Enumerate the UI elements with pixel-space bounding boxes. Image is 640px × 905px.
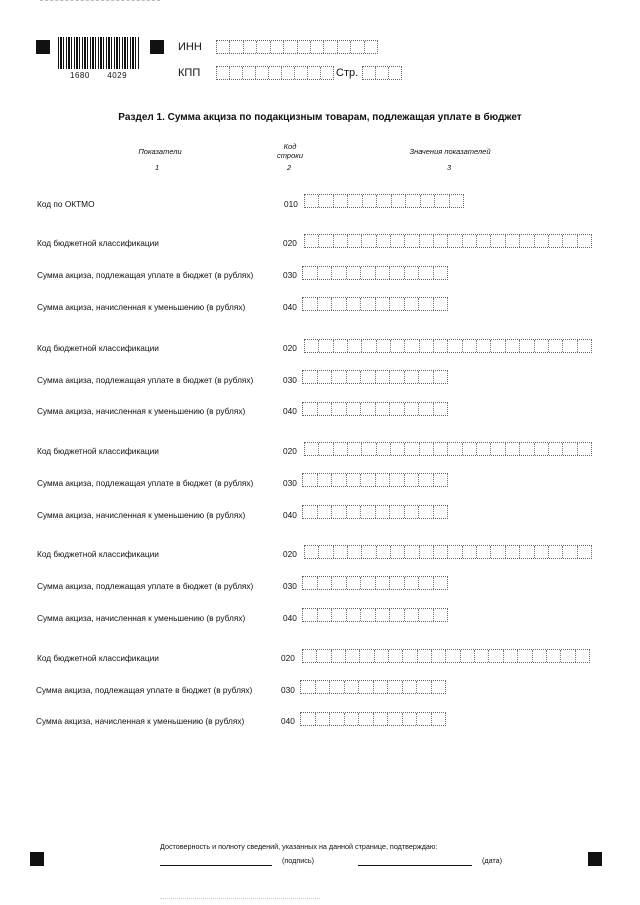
excise-reduction-input[interactable] <box>302 297 448 311</box>
row-code: 040 <box>283 613 297 623</box>
row-code: 020 <box>283 446 297 456</box>
row-code: 010 <box>284 199 298 209</box>
row-code: 040 <box>281 716 295 726</box>
kbk-input[interactable] <box>304 339 592 353</box>
row-label-kbk: Код бюджетной классификации <box>37 549 159 559</box>
row-code: 030 <box>283 478 297 488</box>
page-label: Стр. <box>336 67 359 79</box>
inn-input[interactable] <box>216 40 378 54</box>
row-label-excise-payable: Сумма акциза, подлежащая уплате в бюджет (в рублях) <box>37 581 254 591</box>
excise-payable-input[interactable] <box>300 680 446 694</box>
row-label-kbk: Код бюджетной классификации <box>37 343 159 353</box>
column-header-code-line1: Код <box>283 142 297 151</box>
row-label-excise-payable: Сумма акциза, подлежащая уплате в бюджет (в рублях) <box>37 375 254 385</box>
column-number-1: 1 <box>155 163 160 172</box>
scan-edge-line <box>40 0 160 1</box>
column-header-indicators: Показатели <box>138 147 182 156</box>
date-line[interactable] <box>358 865 472 866</box>
column-header-values: Значения показателей <box>409 147 491 156</box>
row-code: 040 <box>283 406 297 416</box>
scan-edge-line <box>160 898 320 899</box>
date-label: (дата) <box>482 856 503 865</box>
excise-payable-input[interactable] <box>302 576 448 590</box>
excise-reduction-input[interactable] <box>300 712 446 726</box>
row-code: 020 <box>283 238 297 248</box>
row-code: 030 <box>283 375 297 385</box>
row-label-excise-reduction: Сумма акциза, начисленная к уменьшению (в рублях) <box>37 302 246 312</box>
excise-reduction-input[interactable] <box>302 402 448 416</box>
corner-marker-bottom-left <box>30 852 44 866</box>
row-label-kbk: Код бюджетной классификации <box>37 238 159 248</box>
excise-payable-input[interactable] <box>302 473 448 487</box>
signature-line[interactable] <box>160 865 272 866</box>
row-label-oktmo: Код по ОКТМО <box>37 199 95 209</box>
excise-payable-input[interactable] <box>302 266 448 280</box>
confirmation-text: Достоверность и полноту сведений, указанных на данной странице, подтверждаю: <box>160 842 438 851</box>
row-label-kbk: Код бюджетной классификации <box>37 653 159 663</box>
column-header-code <box>268 142 312 160</box>
row-label-kbk: Код бюджетной классификации <box>37 446 159 456</box>
row-code: 040 <box>283 510 297 520</box>
corner-marker-top-center <box>150 40 164 54</box>
row-code: 020 <box>281 653 295 663</box>
barcode-number-1: 1680 <box>70 71 90 80</box>
kbk-input[interactable] <box>302 649 590 663</box>
row-label-excise-reduction: Сумма акциза, начисленная к уменьшению (в рублях) <box>37 510 246 520</box>
kbk-input[interactable] <box>304 234 592 248</box>
corner-marker-top-left <box>36 40 50 54</box>
row-label-excise-payable: Сумма акциза, подлежащая уплате в бюджет (в рублях) <box>37 270 254 280</box>
page-number-input[interactable] <box>362 66 402 80</box>
excise-reduction-input[interactable] <box>302 505 448 519</box>
excise-payable-input[interactable] <box>302 370 448 384</box>
inn-label: ИНН <box>178 41 202 53</box>
barcode-numbers <box>70 71 127 80</box>
barcode-number-2: 4029 <box>107 71 128 80</box>
column-number-2: 2 <box>287 163 292 172</box>
oktmo-input[interactable] <box>304 194 464 208</box>
barcode-icon <box>58 37 140 69</box>
kpp-input[interactable] <box>216 66 334 80</box>
row-label-excise-payable: Сумма акциза, подлежащая уплате в бюджет (в рублях) <box>37 478 254 488</box>
row-code: 040 <box>283 302 297 312</box>
row-label-excise-reduction: Сумма акциза, начисленная к уменьшению (в рублях) <box>36 716 245 726</box>
excise-reduction-input[interactable] <box>302 608 448 622</box>
column-number-3: 3 <box>447 163 452 172</box>
signature-label: (подпись) <box>282 856 314 865</box>
row-label-excise-payable: Сумма акциза, подлежащая уплате в бюджет (в рублях) <box>36 685 253 695</box>
row-code: 020 <box>283 549 297 559</box>
row-label-excise-reduction: Сумма акциза, начисленная к уменьшению (в рублях) <box>37 613 246 623</box>
row-code: 030 <box>281 685 295 695</box>
row-code: 030 <box>283 270 297 280</box>
row-code: 030 <box>283 581 297 591</box>
row-code: 020 <box>283 343 297 353</box>
kbk-input[interactable] <box>304 442 592 456</box>
column-header-code-line2: строки <box>277 151 303 160</box>
row-label-excise-reduction: Сумма акциза, начисленная к уменьшению (в рублях) <box>37 406 246 416</box>
section-title: Раздел 1. Сумма акциза по подакцизным товарам, подлежащая уплате в бюджет <box>118 112 522 123</box>
kbk-input[interactable] <box>304 545 592 559</box>
kpp-label: КПП <box>178 67 201 79</box>
corner-marker-bottom-right <box>588 852 602 866</box>
